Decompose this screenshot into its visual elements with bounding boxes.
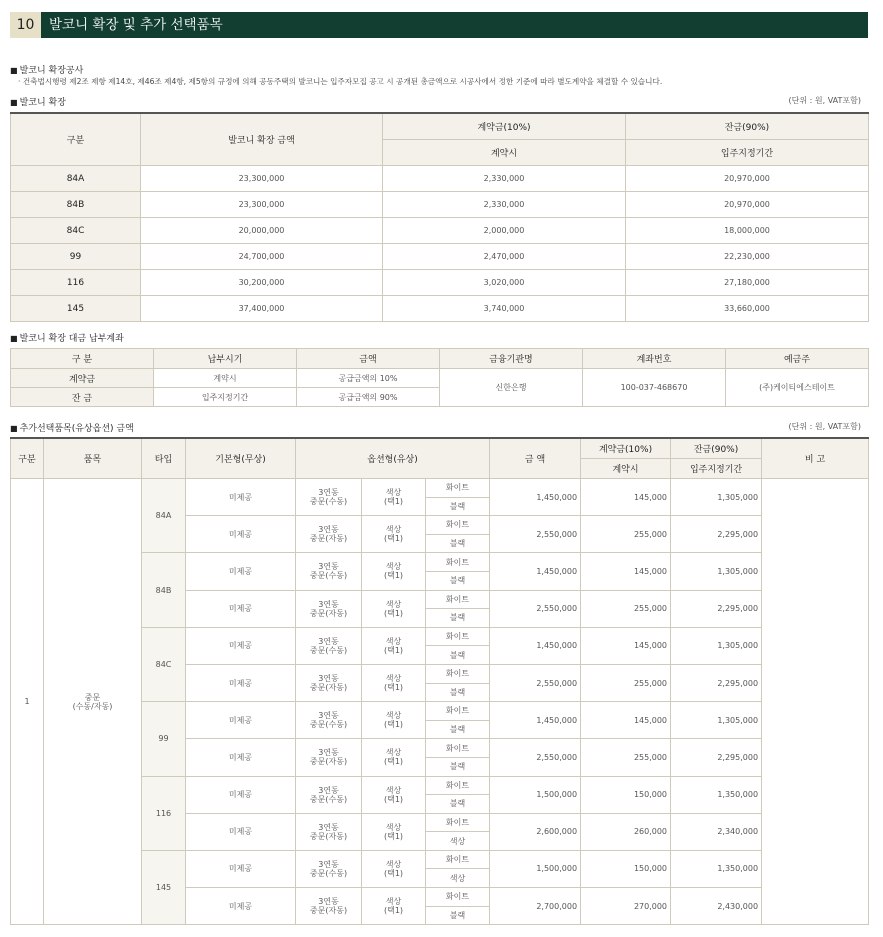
- option-price-table: [10, 437, 869, 925]
- row-door: 3연동 중문(자동): [296, 664, 362, 701]
- row-basic: 미제공: [186, 888, 296, 925]
- row-color-label: 색상 (택1): [362, 776, 426, 813]
- row-amount: 2,600,000: [490, 813, 581, 850]
- row-color-label: 색상 (택1): [362, 627, 426, 664]
- row-amount: 공급금액의 90%: [297, 388, 440, 407]
- table-row: [11, 369, 869, 388]
- row-balance: 27,180,000: [626, 270, 869, 296]
- section-header: [10, 12, 868, 38]
- row-door: 3연동 중문(자동): [296, 888, 362, 925]
- col-balance-when: 입주지정기간: [671, 459, 762, 479]
- row-amount: 2,550,000: [490, 739, 581, 776]
- balcony-work-note: · 건축법시행령 제2조 제항 제14호, 제46조 제4항, 제5항의 규정에 의해 공동주택의 발코니는 입주자모집 공고 시 공개된 총금액으로 시공사에서 정한 기준에 따라 별도계약을 체결할 수 있습니다.: [18, 77, 663, 86]
- row-type: 84B: [11, 192, 141, 218]
- row-balance: 33,660,000: [626, 296, 869, 322]
- row-type: 84C: [11, 218, 141, 244]
- row-color-1: 화이트: [426, 888, 490, 907]
- row-type: 116: [11, 270, 141, 296]
- row-basic: 미제공: [186, 813, 296, 850]
- row-basic: 미제공: [186, 553, 296, 590]
- row-type: 잔 금: [11, 388, 154, 407]
- section-number: 10: [10, 12, 41, 38]
- row-remark: [762, 479, 869, 925]
- row-color-2: 블랙: [426, 795, 490, 814]
- payment-account-table: [10, 348, 869, 407]
- row-amount: 23,300,000: [141, 192, 383, 218]
- row-door: 3연동 중문(수동): [296, 702, 362, 739]
- row-color-label: 색상 (택1): [362, 553, 426, 590]
- row-deposit: 2,470,000: [383, 244, 626, 270]
- row-balance: 1,305,000: [671, 627, 762, 664]
- row-deposit: 150,000: [581, 776, 671, 813]
- row-color-1: 화이트: [426, 590, 490, 609]
- table-row: [11, 166, 869, 192]
- row-door: 3연동 중문(수동): [296, 479, 362, 516]
- col-option: 옵션형(유상): [296, 438, 490, 479]
- row-amount: 2,550,000: [490, 590, 581, 627]
- row-color-label: 색상 (택1): [362, 739, 426, 776]
- table-row: [11, 244, 869, 270]
- row-balance: 20,970,000: [626, 192, 869, 218]
- row-basic: 미제공: [186, 702, 296, 739]
- row-no: 1: [11, 479, 44, 925]
- row-color-label: 색상 (택1): [362, 664, 426, 701]
- row-color-2: 블랙: [426, 683, 490, 702]
- row-type: 계약금: [11, 369, 154, 388]
- row-deposit: 150,000: [581, 850, 671, 887]
- row-balance: 1,350,000: [671, 850, 762, 887]
- col-holder: 예금주: [726, 349, 869, 369]
- row-deposit: 3,020,000: [383, 270, 626, 296]
- bank-name: 신한은행: [440, 369, 583, 407]
- row-deposit: 145,000: [581, 702, 671, 739]
- table-row: [11, 296, 869, 322]
- row-balance: 1,305,000: [671, 702, 762, 739]
- row-color-2: 블랙: [426, 571, 490, 590]
- row-door: 3연동 중문(자동): [296, 813, 362, 850]
- row-basic: 미제공: [186, 664, 296, 701]
- row-door: 3연동 중문(수동): [296, 776, 362, 813]
- col-account: 계좌번호: [583, 349, 726, 369]
- col-type: 타입: [142, 438, 186, 479]
- row-door: 3연동 중문(수동): [296, 850, 362, 887]
- col-remark: 비 고: [762, 438, 869, 479]
- row-balance: 2,295,000: [671, 664, 762, 701]
- row-amount: 1,450,000: [490, 479, 581, 516]
- row-color-1: 화이트: [426, 553, 490, 572]
- col-timing: 납부시기: [154, 349, 297, 369]
- col-deposit-when: 계약시: [581, 459, 671, 479]
- row-amount: 1,450,000: [490, 702, 581, 739]
- row-balance: 18,000,000: [626, 218, 869, 244]
- col-amount: 금액: [297, 349, 440, 369]
- row-deposit: 3,740,000: [383, 296, 626, 322]
- row-amount: 20,000,000: [141, 218, 383, 244]
- row-type: 84B: [142, 553, 186, 627]
- row-amount: 24,700,000: [141, 244, 383, 270]
- row-color-label: 색상 (택1): [362, 813, 426, 850]
- row-color-2: 블랙: [426, 609, 490, 628]
- row-deposit: 145,000: [581, 479, 671, 516]
- row-color-2: 색상: [426, 832, 490, 851]
- row-deposit: 2,330,000: [383, 192, 626, 218]
- row-basic: 미제공: [186, 590, 296, 627]
- row-amount: 23,300,000: [141, 166, 383, 192]
- balcony-work-heading: ■ 발코니 확장공사: [10, 63, 83, 76]
- col-amount: 발코니 확장 금액: [141, 113, 383, 166]
- row-balance: 2,340,000: [671, 813, 762, 850]
- row-balance: 22,230,000: [626, 244, 869, 270]
- row-type: 116: [142, 776, 186, 850]
- col-amount: 금 액: [490, 438, 581, 479]
- table-row: [11, 270, 869, 296]
- table-row: [11, 218, 869, 244]
- row-color-label: 색상 (택1): [362, 888, 426, 925]
- col-balance-when: 입주지정기간: [626, 140, 869, 166]
- row-color-label: 색상 (택1): [362, 516, 426, 553]
- row-deposit: 255,000: [581, 739, 671, 776]
- row-color-1: 화이트: [426, 627, 490, 646]
- balcony-expansion-table: [10, 112, 869, 322]
- row-door: 3연동 중문(자동): [296, 590, 362, 627]
- balcony-table-unit: (단위 : 원, VAT포함): [788, 96, 861, 105]
- row-color-label: 색상 (택1): [362, 479, 426, 516]
- col-balance: 잔금(90%): [626, 113, 869, 140]
- col-deposit: 계약금(10%): [581, 438, 671, 459]
- row-balance: 2,295,000: [671, 590, 762, 627]
- row-door: 3연동 중문(자동): [296, 516, 362, 553]
- row-type: 84A: [142, 479, 186, 553]
- option-table-heading: ■ 추가선택품목(유상옵션) 금액: [10, 421, 134, 434]
- row-basic: 미제공: [186, 776, 296, 813]
- row-type: 99: [11, 244, 141, 270]
- row-amount: 1,450,000: [490, 553, 581, 590]
- row-type: 99: [142, 702, 186, 776]
- col-basic: 기본형(무상): [186, 438, 296, 479]
- col-no: 구분: [11, 438, 44, 479]
- row-color-1: 화이트: [426, 739, 490, 758]
- row-basic: 미제공: [186, 739, 296, 776]
- row-basic: 미제공: [186, 627, 296, 664]
- col-balance: 잔금(90%): [671, 438, 762, 459]
- account-holder: (주)케이티에스테이트: [726, 369, 869, 407]
- row-color-1: 화이트: [426, 516, 490, 535]
- col-type: 구분: [11, 113, 141, 166]
- option-table-unit: (단위 : 원, VAT포함): [788, 422, 861, 431]
- row-basic: 미제공: [186, 479, 296, 516]
- row-balance: 2,295,000: [671, 739, 762, 776]
- col-bank: 금융기관명: [440, 349, 583, 369]
- row-color-2: 블랙: [426, 757, 490, 776]
- balcony-table-heading: ■ 발코니 확장: [10, 95, 66, 108]
- row-color-2: 블랙: [426, 534, 490, 553]
- row-balance: 1,305,000: [671, 553, 762, 590]
- row-basic: 미제공: [186, 516, 296, 553]
- row-deposit: 145,000: [581, 627, 671, 664]
- row-color-2: 블랙: [426, 497, 490, 516]
- row-type: 145: [11, 296, 141, 322]
- row-color-1: 화이트: [426, 479, 490, 498]
- row-color-2: 블랙: [426, 906, 490, 925]
- row-deposit: 255,000: [581, 664, 671, 701]
- section-title: 발코니 확장 및 추가 선택품목: [49, 17, 223, 33]
- row-amount: 37,400,000: [141, 296, 383, 322]
- row-deposit: 255,000: [581, 516, 671, 553]
- row-color-1: 화이트: [426, 850, 490, 869]
- row-balance: 2,430,000: [671, 888, 762, 925]
- row-type: 145: [142, 850, 186, 924]
- row-deposit: 255,000: [581, 590, 671, 627]
- row-deposit: 2,330,000: [383, 166, 626, 192]
- row-balance: 1,305,000: [671, 479, 762, 516]
- account-table-heading: ■ 발코니 확장 대금 납부계좌: [10, 331, 124, 344]
- row-color-label: 색상 (택1): [362, 702, 426, 739]
- row-color-2: 블랙: [426, 646, 490, 665]
- table-row: [11, 192, 869, 218]
- row-amount: 1,450,000: [490, 627, 581, 664]
- row-deposit: 2,000,000: [383, 218, 626, 244]
- row-deposit: 260,000: [581, 813, 671, 850]
- col-type: 구 분: [11, 349, 154, 369]
- row-deposit: 270,000: [581, 888, 671, 925]
- row-balance: 1,350,000: [671, 776, 762, 813]
- row-balance: 20,970,000: [626, 166, 869, 192]
- row-amount: 2,550,000: [490, 664, 581, 701]
- table-row: [11, 479, 869, 498]
- account-number: 100-037-468670: [583, 369, 726, 407]
- row-door: 3연동 중문(수동): [296, 553, 362, 590]
- row-amount: 1,500,000: [490, 776, 581, 813]
- row-color-label: 색상 (택1): [362, 850, 426, 887]
- row-basic: 미제공: [186, 850, 296, 887]
- row-color-2: 색상: [426, 869, 490, 888]
- row-timing: 입주지정기간: [154, 388, 297, 407]
- row-deposit: 145,000: [581, 553, 671, 590]
- row-type: 84C: [142, 627, 186, 701]
- row-color-1: 화이트: [426, 664, 490, 683]
- row-amount: 공급금액의 10%: [297, 369, 440, 388]
- row-color-1: 화이트: [426, 702, 490, 721]
- col-item: 품목: [44, 438, 142, 479]
- row-amount: 1,500,000: [490, 850, 581, 887]
- row-color-1: 화이트: [426, 776, 490, 795]
- row-balance: 2,295,000: [671, 516, 762, 553]
- col-deposit-when: 계약시: [383, 140, 626, 166]
- row-door: 3연동 중문(수동): [296, 627, 362, 664]
- row-timing: 계약시: [154, 369, 297, 388]
- row-color-1: 화이트: [426, 813, 490, 832]
- row-amount: 30,200,000: [141, 270, 383, 296]
- row-item: 중문 (수동/자동): [44, 479, 142, 925]
- col-deposit: 계약금(10%): [383, 113, 626, 140]
- row-type: 84A: [11, 166, 141, 192]
- row-color-2: 블랙: [426, 720, 490, 739]
- row-color-label: 색상 (택1): [362, 590, 426, 627]
- row-door: 3연동 중문(자동): [296, 739, 362, 776]
- row-amount: 2,700,000: [490, 888, 581, 925]
- row-amount: 2,550,000: [490, 516, 581, 553]
